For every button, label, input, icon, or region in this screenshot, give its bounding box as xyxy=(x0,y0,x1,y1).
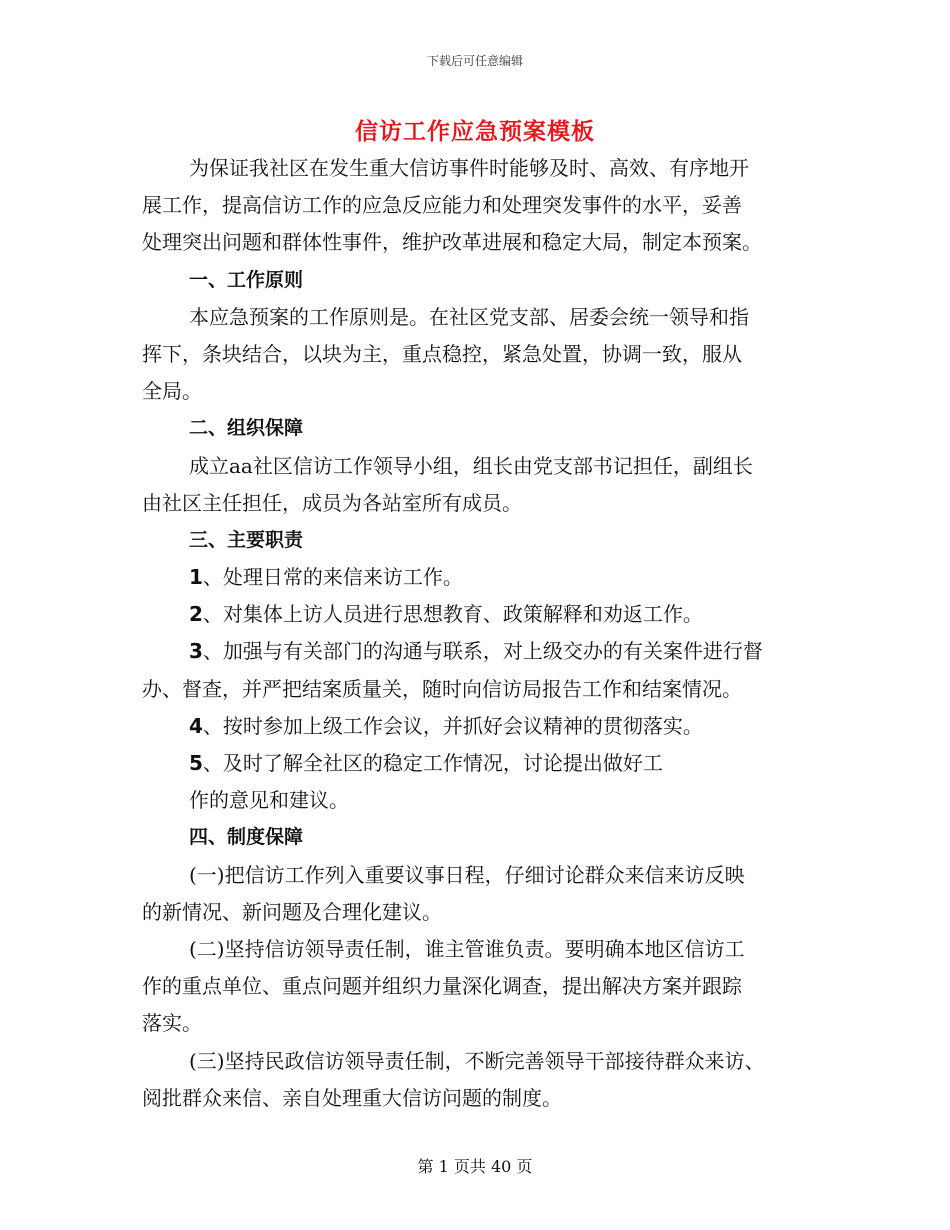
duty-item-1 xyxy=(142,559,810,596)
system-b-line-1: (二)坚持信访领导责任制，谁主管谁负责。要明确本地区信访工 xyxy=(189,936,745,961)
header-note: 下载后可任意编辑 xyxy=(426,54,523,68)
duty-text: 、加强与有关部门的沟通与联系，对上级交办的有关案件进行督 xyxy=(202,639,763,664)
duty-item-4 xyxy=(142,708,810,745)
section-heading-system: 四、制度保障 xyxy=(189,826,304,849)
organization-line-1: 成立aa社区信访工作领导小组，组长由党支部书记担任，副组长 xyxy=(189,453,753,478)
section-heading-principles: 一、工作原则 xyxy=(189,268,304,291)
duty-text: 、按时参加上级工作会议，并抓好会议精神的贯彻落实。 xyxy=(202,713,703,738)
principles-line-1: 本应急预案的工作原则是。在社区党支部、居委会统一领导和指 xyxy=(189,304,749,329)
duty-item-5-continued xyxy=(142,782,810,819)
system-b-line-2: 作的重点单位、重点问题并组织力量深化调查，提出解决方案并跟踪 xyxy=(142,974,742,999)
duty-number: 4 xyxy=(189,713,203,738)
duty-number: 1 xyxy=(189,565,203,590)
duty-number: 5 xyxy=(189,751,203,775)
duty-item-3-continued xyxy=(142,671,810,708)
document-body xyxy=(142,150,810,1117)
duty-item-5 xyxy=(142,745,810,782)
system-a-line-2: 的新情况、新问题及合理化建议。 xyxy=(142,899,442,924)
system-c-line-1: (三)坚持民政信访领导责任制，不断完善领导干部接待群众来访、 xyxy=(189,1048,765,1073)
system-b-line-3: 落实。 xyxy=(142,1011,202,1036)
intro-line-2: 展工作，提高信访工作的应急反应能力和处理突发事件的水平，妥善 xyxy=(142,193,742,218)
organization-line-2: 由社区主任担任，成员为各站室所有成员。 xyxy=(142,490,522,515)
duty-item-2 xyxy=(142,596,810,633)
principles-line-3: 全局。 xyxy=(142,379,202,404)
principles-line-2: 挥下，条块结合，以块为主，重点稳控，紧急处置，协调一致，服从 xyxy=(142,341,742,366)
duty-number: 3 xyxy=(189,639,203,664)
system-a-line-1: (一)把信访工作列入重要议事日程，仔细讨论群众来信来访反映 xyxy=(189,862,745,887)
section-heading-duties: 三、主要职责 xyxy=(189,528,304,551)
duty-text: 办、督查，并严把结案质量关，随时向信访局报告工作和结案情况。 xyxy=(142,676,742,701)
system-c-line-2: 阅批群众来信、亲自处理重大信访问题的制度。 xyxy=(142,1085,562,1110)
document-title: 信访工作应急预案模板 xyxy=(355,118,595,145)
duty-item-3 xyxy=(142,633,810,670)
section-heading-organization: 二、组织保障 xyxy=(189,417,304,440)
duty-text: 、及时了解全社区的稳定工作情况，讨论提出做好工 xyxy=(202,751,663,775)
duty-text: 、处理日常的来信来访工作。 xyxy=(202,565,463,590)
duty-number: 2 xyxy=(189,602,203,627)
duty-text: 、对集体上访人员进行思想教育、政策解释和劝返工作。 xyxy=(202,602,703,627)
intro-line-3: 处理突出问题和群体性事件，维护改革进展和稳定大局，制定本预案。 xyxy=(142,230,762,255)
intro-line-1: 为保证我社区在发生重大信访事件时能够及时、高效、有序地开 xyxy=(189,156,749,180)
page-footer: 第 1 页共 40 页 xyxy=(417,1157,533,1176)
duty-text: 作的意见和建议。 xyxy=(189,788,349,813)
